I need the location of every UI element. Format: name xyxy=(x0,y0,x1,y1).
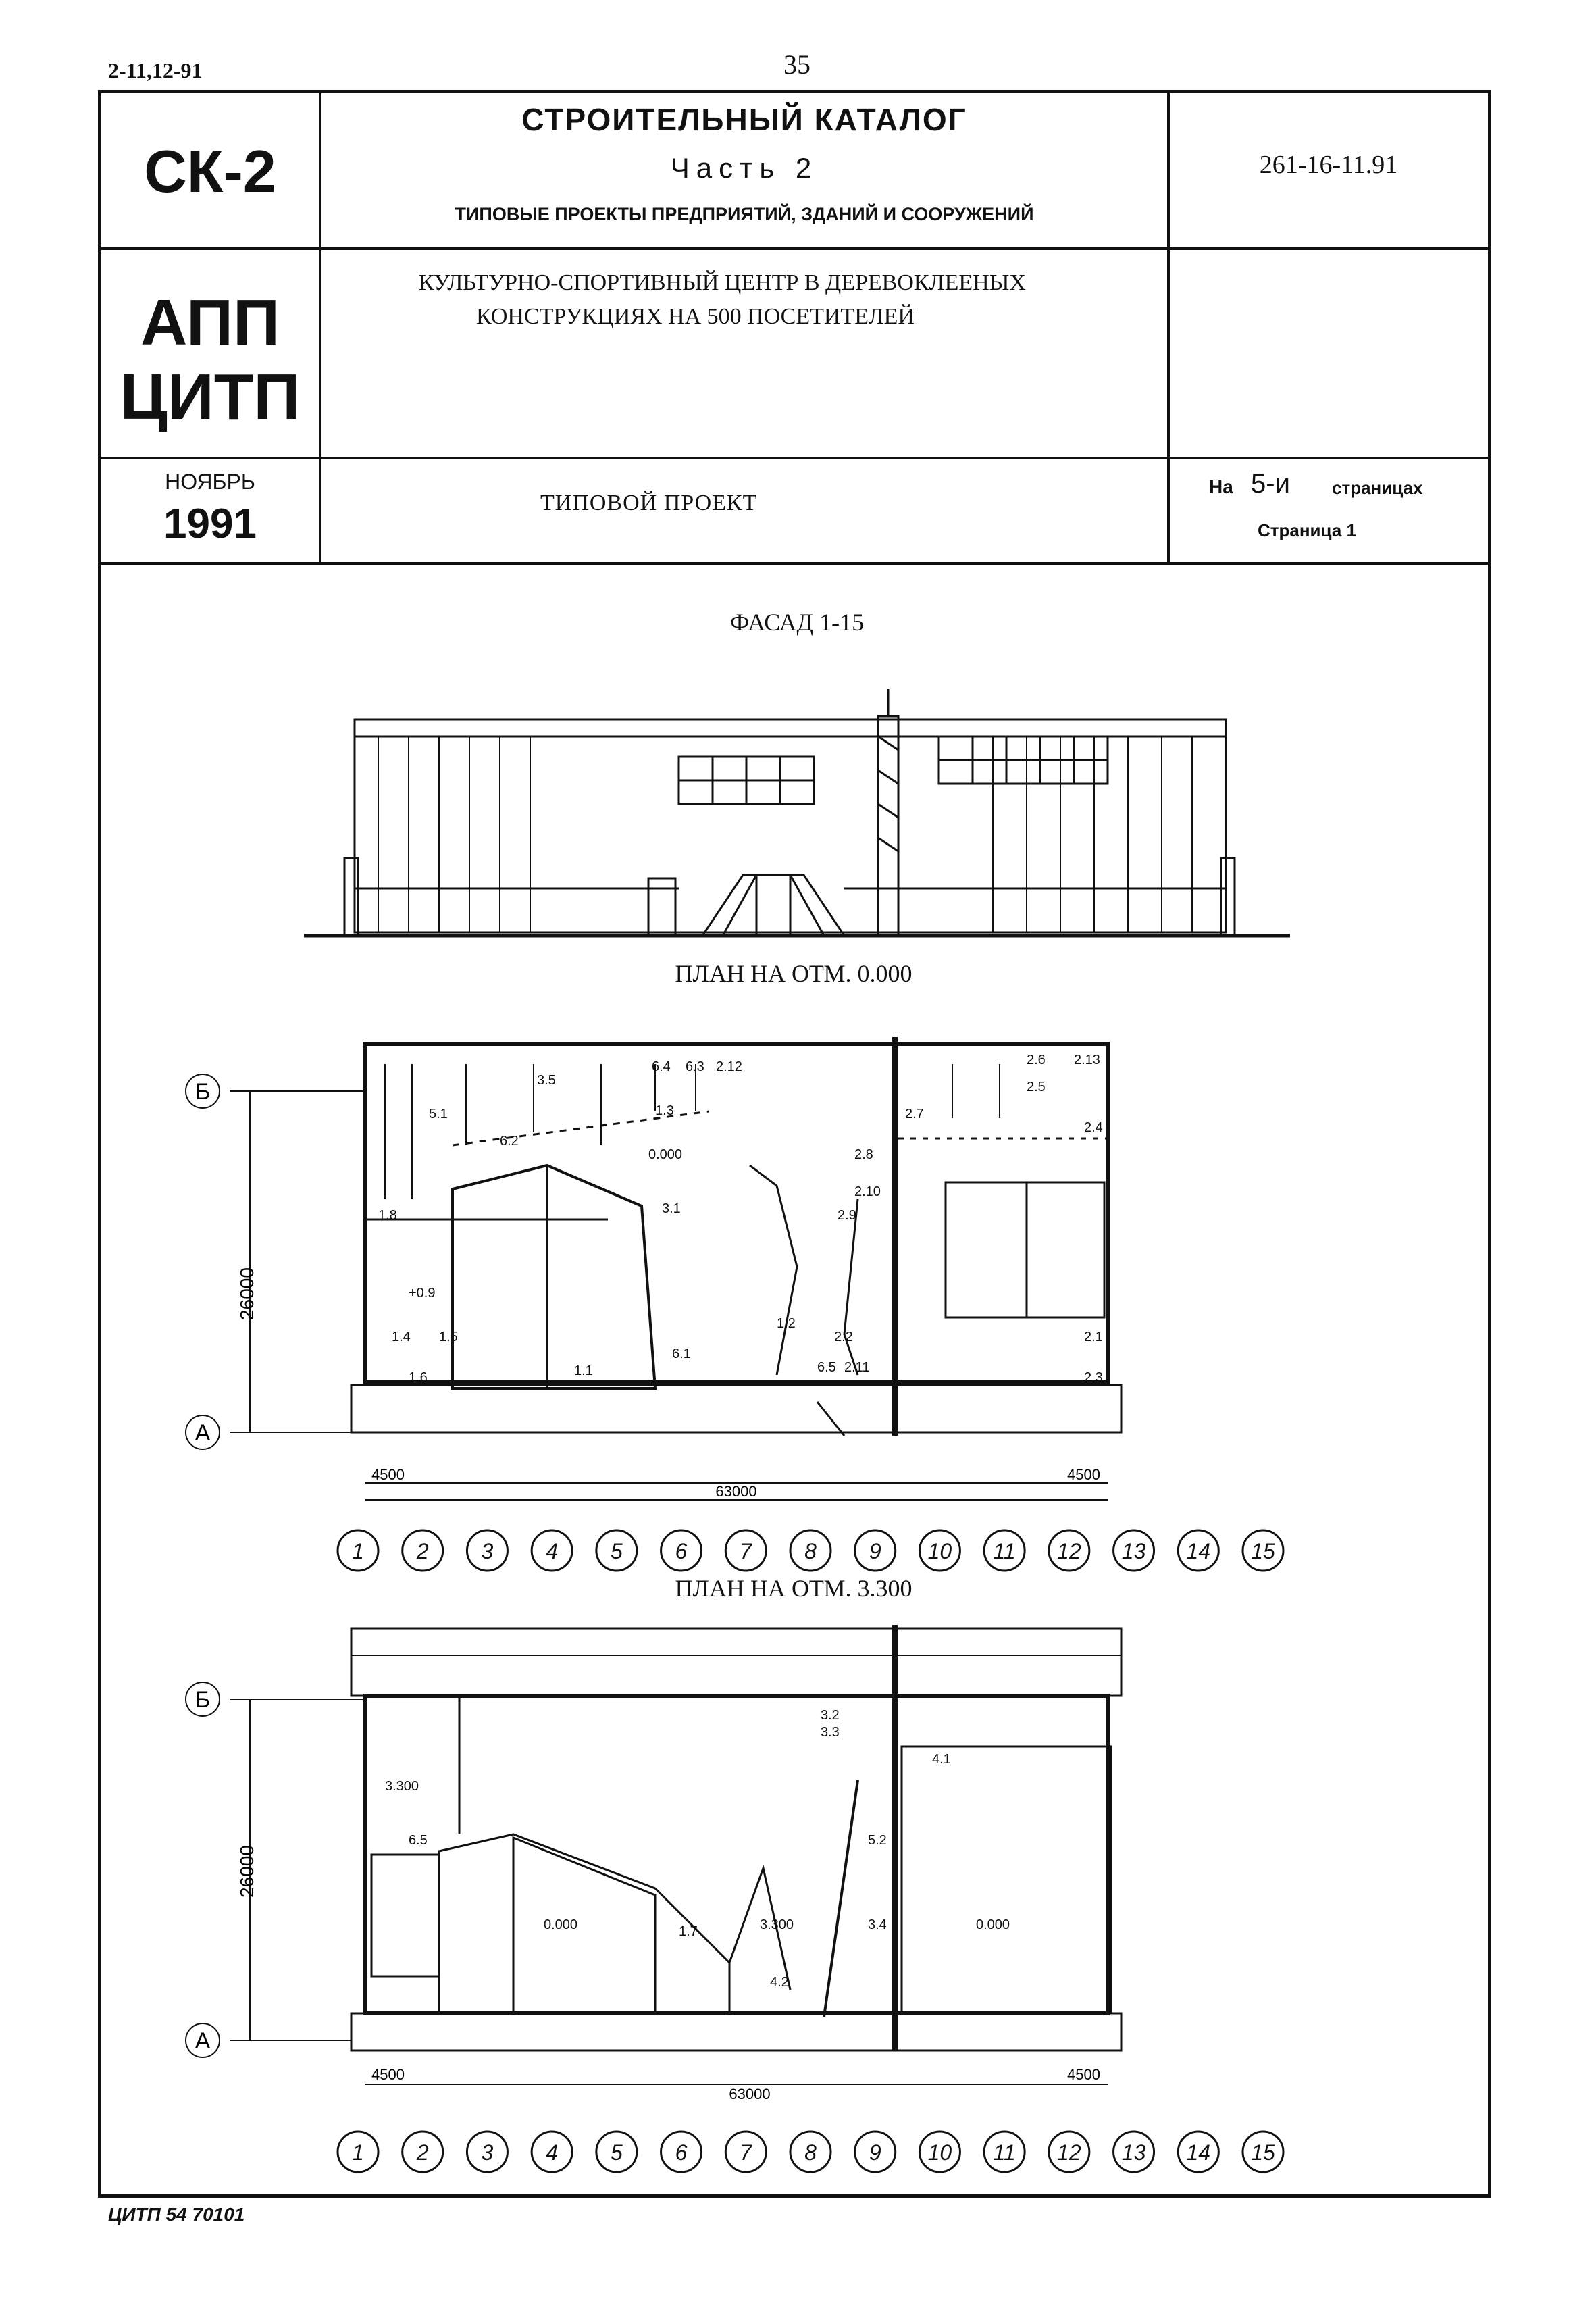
room-label: 2.3 xyxy=(1084,1370,1103,1385)
axis-label: 1 xyxy=(352,1539,364,1563)
room-label: +0.9 xyxy=(409,1286,436,1301)
axis-label: 5 xyxy=(610,2140,623,2165)
room-label: 2.7 xyxy=(905,1107,924,1122)
axis-label: 4 xyxy=(546,1539,559,1563)
divider xyxy=(98,457,1491,459)
plan2-title: ПЛАН НА ОТМ. 3.300 xyxy=(675,1575,912,1602)
dim-right: 4500 xyxy=(1067,2066,1100,2083)
room-label: 6.5 xyxy=(817,1360,836,1375)
plan2-drawing xyxy=(169,1611,1317,2103)
room-label: 5.2 xyxy=(868,1833,887,1848)
axis-label: 3 xyxy=(481,2140,494,2165)
page-label: Страница 1 xyxy=(1258,520,1356,540)
room-label: 1.2 xyxy=(777,1316,796,1331)
pages-count: 5-и xyxy=(1251,469,1290,499)
axis-label: 2 xyxy=(416,1539,429,1563)
row-a-label: А xyxy=(195,2028,211,2054)
axis-label: 14 xyxy=(1186,1539,1211,1563)
room-label: 1.6 xyxy=(409,1370,428,1385)
catalog-part: Часть 2 xyxy=(670,152,819,184)
doc-number: 261-16-11.91 xyxy=(1259,151,1398,179)
axis-label: 12 xyxy=(1057,2140,1081,2165)
pages-suffix: страницах xyxy=(1332,478,1423,498)
room-label: 1.3 xyxy=(655,1103,674,1118)
room-label: 1.7 xyxy=(679,1924,698,1939)
year: 1991 xyxy=(163,501,257,547)
room-label: 2.5 xyxy=(1027,1080,1046,1095)
divider xyxy=(98,562,1491,565)
room-label: 2.11 xyxy=(844,1360,870,1375)
project-name-line1: КУЛЬТУРНО-СПОРТИВНЫЙ ЦЕНТР В ДЕРЕВОКЛЕЕНЫХ xyxy=(419,270,1026,295)
room-label: 1.8 xyxy=(378,1208,397,1223)
org-line2: ЦИТП xyxy=(120,361,301,433)
plan2-room-labels xyxy=(385,1708,1010,1990)
top-left-code: 2-11,12-91 xyxy=(108,58,203,82)
room-label: 0.000 xyxy=(976,1917,1010,1932)
room-label: 0.000 xyxy=(648,1147,683,1162)
row-a-label: А xyxy=(195,1420,211,1446)
room-label: 2.1 xyxy=(1084,1330,1103,1344)
room-label: 2.13 xyxy=(1074,1053,1100,1067)
row-b-label: Б xyxy=(195,1079,211,1105)
room-label: 3.4 xyxy=(868,1917,887,1932)
dim-left: 4500 xyxy=(371,2066,405,2083)
plan1-drawing xyxy=(169,997,1317,1571)
room-label: 1.5 xyxy=(439,1330,458,1344)
room-label: 2.2 xyxy=(834,1330,853,1344)
room-label: 6.2 xyxy=(500,1134,519,1149)
room-label: 1.4 xyxy=(392,1330,411,1344)
room-label: 4.2 xyxy=(770,1975,789,1990)
axis-label: 15 xyxy=(1251,2140,1275,2165)
axis-label: 13 xyxy=(1121,2140,1146,2165)
axis-label: 12 xyxy=(1057,1539,1081,1563)
room-label: 3.1 xyxy=(662,1201,681,1216)
plan1-axis-markers xyxy=(338,1524,1283,1578)
room-label: 3.5 xyxy=(537,1073,556,1088)
axis-label: 6 xyxy=(675,1539,688,1563)
footer-code: ЦИТП 54 70101 xyxy=(108,2204,245,2225)
dim-right: 4500 xyxy=(1067,1466,1100,1483)
row-b-label: Б xyxy=(195,1687,211,1713)
height-dim: 26000 xyxy=(236,1267,257,1320)
room-label: 5.1 xyxy=(429,1107,448,1122)
axis-label: 11 xyxy=(993,1539,1016,1563)
room-label: 4.1 xyxy=(932,1752,951,1767)
room-label: 6.5 xyxy=(409,1833,428,1848)
axis-label: 15 xyxy=(1251,1539,1275,1563)
pages-prefix: На xyxy=(1209,476,1233,497)
axis-label: 11 xyxy=(993,2140,1016,2165)
room-label: 2.8 xyxy=(854,1147,873,1162)
axis-label: 9 xyxy=(869,1539,881,1563)
catalog-subtitle: ТИПОВЫЕ ПРОЕКТЫ ПРЕДПРИЯТИЙ, ЗДАНИЙ И СООРУЖЕНИЙ xyxy=(455,204,1034,224)
axis-label: 6 xyxy=(675,2140,688,2165)
dim-total: 63000 xyxy=(715,1483,757,1500)
room-label: 3.3 xyxy=(821,1725,840,1740)
room-label: 2.12 xyxy=(716,1059,742,1074)
room-label: 0.000 xyxy=(544,1917,578,1932)
axis-label: 8 xyxy=(804,2140,817,2165)
axis-label: 7 xyxy=(740,1539,752,1563)
axis-label: 14 xyxy=(1186,2140,1211,2165)
axis-label: 9 xyxy=(869,2140,881,2165)
plan1-title: ПЛАН НА ОТМ. 0.000 xyxy=(675,960,912,987)
axis-label: 4 xyxy=(546,2140,559,2165)
axis-label: 13 xyxy=(1121,1539,1146,1563)
height-dim: 26000 xyxy=(236,1845,257,1898)
room-label: 6.3 xyxy=(686,1059,704,1074)
dim-total: 63000 xyxy=(729,2086,771,2103)
axis-label: 10 xyxy=(927,2140,952,2165)
room-label: 2.6 xyxy=(1027,1053,1046,1067)
doc-type: ТИПОВОЙ ПРОЕКТ xyxy=(540,491,758,515)
axis-label: 10 xyxy=(927,1539,952,1563)
project-name-line2: КОНСТРУКЦИЯХ НА 500 ПОСЕТИТЕЛЕЙ xyxy=(476,304,915,329)
catalog-title: СТРОИТЕЛЬНЫЙ КАТАЛОГ xyxy=(521,102,967,137)
room-label: 3.300 xyxy=(760,1917,794,1932)
room-label: 1.1 xyxy=(574,1363,593,1378)
room-label: 2.9 xyxy=(838,1208,856,1223)
room-label: 3.300 xyxy=(385,1779,419,1794)
room-label: 2.10 xyxy=(854,1184,881,1199)
divider xyxy=(98,247,1491,250)
axis-label: 7 xyxy=(740,2140,752,2165)
room-label: 2.4 xyxy=(1084,1120,1103,1135)
facade-drawing xyxy=(290,676,1304,946)
series-code: СК-2 xyxy=(144,138,276,205)
room-label: 6.4 xyxy=(652,1059,671,1074)
plan2-axis-markers xyxy=(338,2125,1283,2179)
axis-label: 8 xyxy=(804,1539,817,1563)
room-label: 3.2 xyxy=(821,1708,840,1723)
axis-label: 3 xyxy=(481,1539,494,1563)
axis-label: 1 xyxy=(352,2140,364,2165)
dim-left: 4500 xyxy=(371,1466,405,1483)
org-line1: АПП xyxy=(140,286,280,359)
page-number: 35 xyxy=(783,49,810,80)
facade-title: ФАСАД 1-15 xyxy=(729,609,865,636)
month: НОЯБРЬ xyxy=(165,470,255,494)
room-label: 6.1 xyxy=(672,1347,691,1361)
axis-label: 5 xyxy=(610,1539,623,1563)
axis-label: 2 xyxy=(416,2140,429,2165)
